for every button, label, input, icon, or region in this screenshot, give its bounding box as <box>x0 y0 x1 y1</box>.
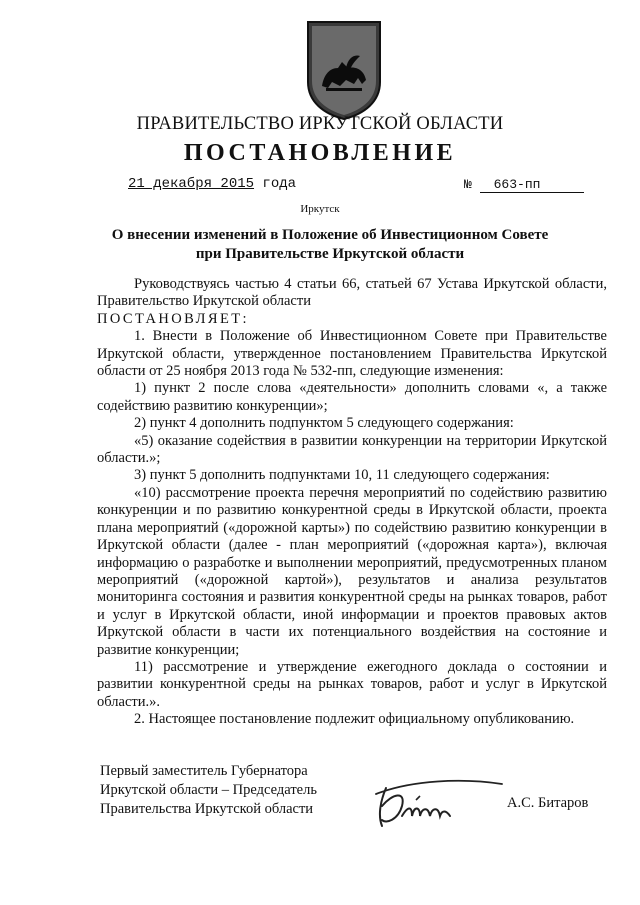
subparagraph-2: 2) пункт 4 дополнить подпунктом 5 следующего содержания: <box>134 415 514 432</box>
government-name: ПРАВИТЕЛЬСТВО ИРКУТСКОЙ ОБЛАСТИ <box>136 114 504 134</box>
signatory-line-3: Правительства Иркутской области <box>100 801 314 817</box>
paragraph-2: 2. Настоящее постановление подлежит официальному опубликованию. <box>134 711 575 728</box>
subparagraph-2-quote: «5) оказание содействия в развитии конкуренции на территории Иркутской области.»; <box>97 432 607 467</box>
paragraph-1: 1. Внести в Положение об Инвестиционном Совете при Правительстве Иркутской области, утвержденное постановлением Правительства Иркутской области от 25 ноября 2013 года № 532-пп, следующие изменения: <box>97 328 607 380</box>
signatory-line-2: Иркутской области – Председатель <box>100 782 317 798</box>
subparagraph-3-item-10: «10) рассмотрение проекта перечня мероприятий по содействию развитию конкуренции и по развитию конкурентной среды в Иркутской области, проекта плана мероприятий («дорожной карты») по содействию развитию конкуренции в Иркутской области (далее - план мероприятий («дорожная карта»), включая информацию о разработке и выполнении мероприятий, предусмотренных планом мероприятий («дорожной картой»), результатов и анализа результатов мониторинга состояния и развития конкурентной среды на рынках товаров, работ и услуг в Иркутской области, иной информации и проектов правовых актов Иркутской области в части их потенциального воздействия на состояние и развитие конкуренции; <box>97 484 607 658</box>
subparagraph-3-item-11: 11) рассмотрение и утверждение ежегодного доклада о состоянии и развитии конкурентной среды на рынках товаров, работ и услуг в Иркутской области.». <box>97 658 607 710</box>
subparagraph-3: 3) пункт 5 дополнить подпунктами 10, 11 следующего содержания: <box>134 467 550 484</box>
number-value: 663-пп <box>480 177 584 193</box>
signatory-position <box>100 762 317 819</box>
resolves-heading: ПОСТАНОВЛЯЕТ: <box>97 310 249 327</box>
handwritten-signature-icon <box>372 776 506 834</box>
date-value: 21 декабря 2015 <box>128 176 255 192</box>
number-sign: № <box>464 177 472 192</box>
preamble: Руководствуясь частью 4 статьи 66, статьей 67 Устава Иркутской области, Правительство Иркутской области <box>97 276 607 310</box>
document-body <box>97 276 607 729</box>
signatory-line-1: Первый заместитель Губернатора <box>100 763 308 779</box>
document-type: ПОСТАНОВЛЕНИЕ <box>183 140 457 166</box>
document-subject: О внесении изменений в Положение об Инвестиционном Совете при Правительстве Иркутской области <box>111 227 549 262</box>
city: Иркутск <box>300 203 340 215</box>
coat-of-arms-icon <box>302 18 386 122</box>
document-number <box>464 177 584 193</box>
document-date <box>128 176 296 192</box>
subparagraph-1: 1) пункт 2 после слова «деятельности» дополнить словами «, а также содействию развитию конкуренции»; <box>97 380 607 414</box>
date-suffix: года <box>254 176 297 192</box>
signatory-name: А.С. Битаров <box>507 795 589 811</box>
